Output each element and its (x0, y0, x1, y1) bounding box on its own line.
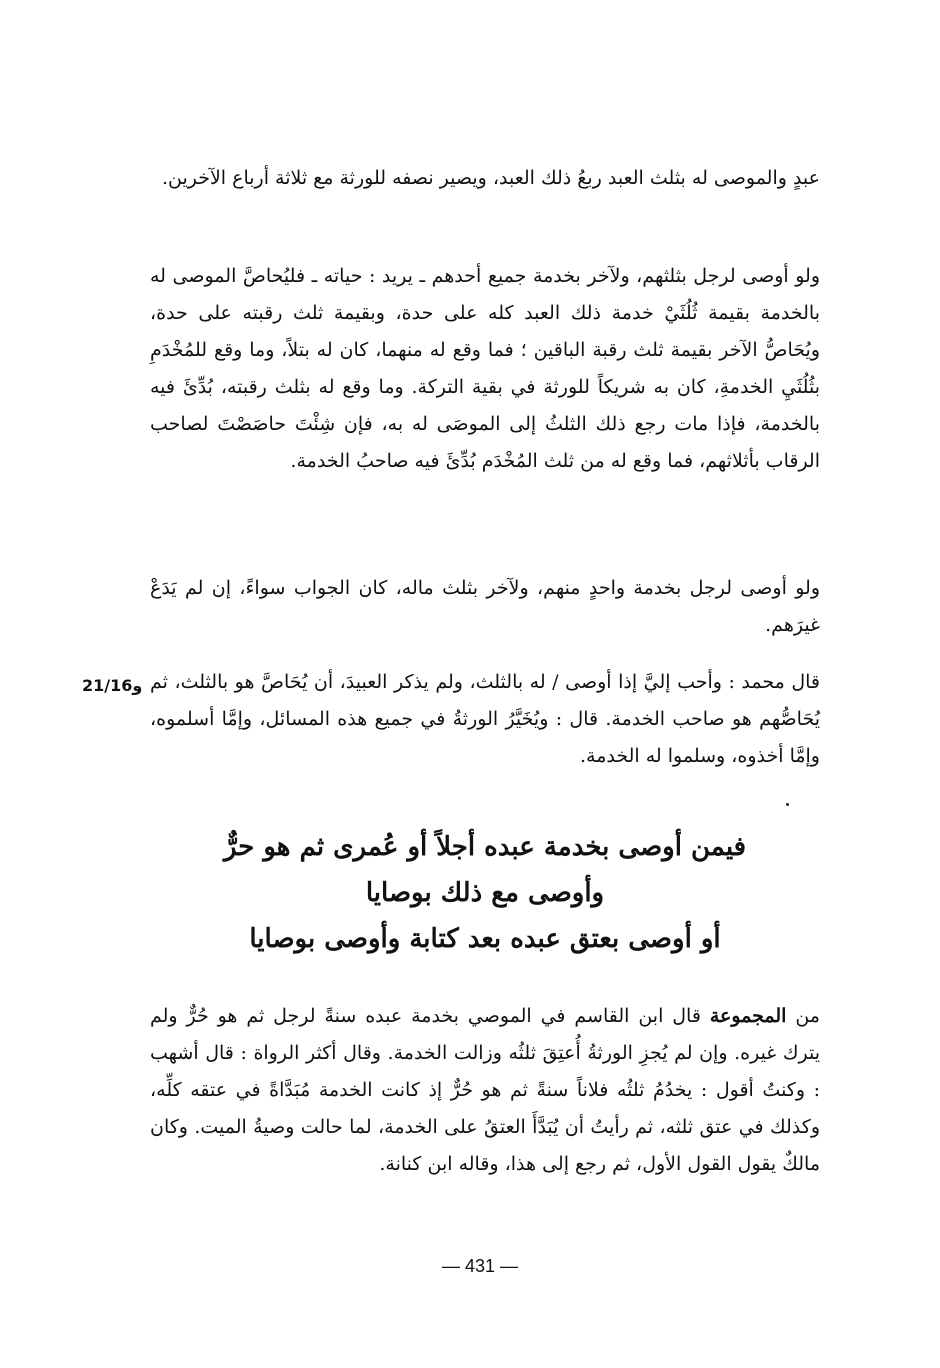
heading-line-3: أو أوصى بعتق عبده بعد كتابة وأوصى بوصايا (249, 924, 721, 954)
separator-dot (786, 803, 789, 806)
paragraph-2: ولو أوصى لرجل بثلثهم، ولآخر بخدمة جميع أحدهم ـ يريد : حياته ـ فليُحاصَّ الموصى له بالخدمة بقيمة ثُلُثَيْ خدمة ذلك العبد كله على حدة، وبقيمة ثلث رقبته على حدة، ويُحَاصُّ الآخر بقيمة ثلث رقبة الباقين ؛ فما وقع له منهما، كان له بتلاً، وما وقع للمُخْدَمِ بثُلُثَيِ الخدمةِ، كان به شريكاً للورثة في بقية التركة. وما وقع له بثلث رقبته، بُدِّئَ فيه بالخدمة، فإذا مات رجع ذلك الثلثُ إلى الموصَى له به، فإن شِئْتَ حاصَصْتَ لصاحب الرقاب بأثلاثهم، فما وقع له من ثلث المُخْدَم بُدِّئَ فيه صاحبُ الخدمة. (150, 265, 820, 472)
paragraph-3: ولو أوصى لرجل بخدمة واحدٍ منهم، ولآخر بثلث ماله، كان الجواب سواءً، إن لم يَدَعْ غيرَهم. (150, 577, 820, 636)
heading-line-2: وأوصى مع ذلك بوصايا (365, 878, 605, 908)
source-name: المجموعة (709, 1005, 787, 1027)
paragraph-4: قال محمد : وأحب إليَّ إذا أوصى / له بالثلث، ولم يذكر العبيدَ، أن يُحَاصَّ هو بالثلث، ثم يُحَاصُّهم هو صاحب الخدمة. قال : ويُخَيَّرُ الورثةُ في جميع هذه المسائل، وإمَّا أسلموه، وإمَّا أخذوه، وسلموا له الخدمة. (150, 671, 820, 767)
page-number: — 431 — (441, 1256, 519, 1276)
folio-margin-note: 21/16و (82, 676, 143, 695)
section-heading (150, 824, 820, 962)
paragraph-5-lead: من (795, 1005, 820, 1027)
heading-line-1: فيمن أوصى بخدمة عبده أجلاً أو عُمرى ثم هو حرٌّ (223, 832, 747, 862)
paragraph-5 (150, 998, 820, 1183)
paragraph-5-body: قال ابن القاسم في الموصي بخدمة عبده سنةً لرجل ثم هو حُرٌّ ولم يترك غيره. وإن لم يُجزِ الورثةُ أُعتِقَ ثلثُه وزالت الخدمة. وقال أكثر الرواة : قال أشهب : وكنتُ أقول : يخدُمُ ثلثُه فلاناً سنةً ثم هو حُرٌّ إذ كانت الخدمة مُبَدَّاةً في عتقه كلِّه، وكذلك في عتق ثلثه، ثم رأيتُ أن يُبَدَّأَ العتقُ على الخدمة، لما حالت وصيةُ الميت. وكان مالكٌ يقول القول الأول، ثم رجع إلى هذا، وقاله ابن كنانة. (150, 1005, 820, 1175)
paragraph-1: عبدٍ والموصى له بثلث العبد ربعُ ذلك العبد، ويصير نصفه للورثة مع ثلاثة أرباع الآخرين. (161, 167, 820, 189)
